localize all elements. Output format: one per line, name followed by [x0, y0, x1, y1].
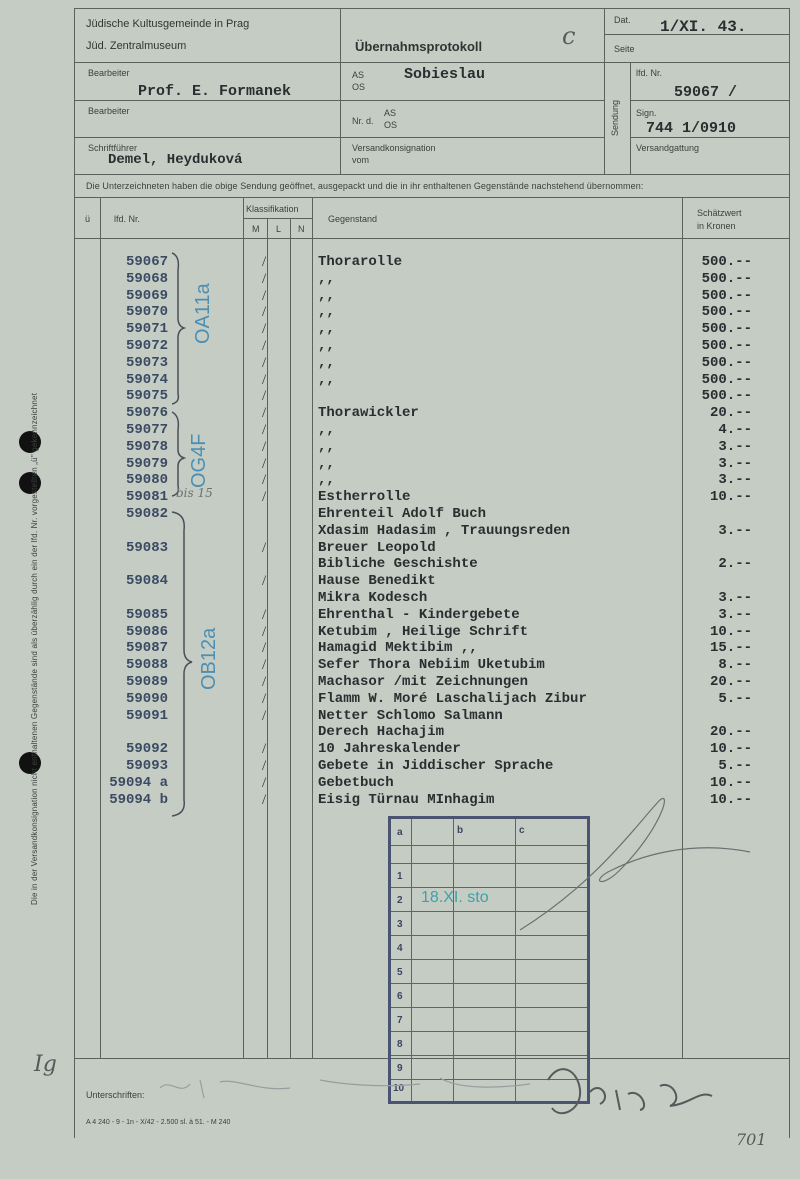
item-number: 59093 [125, 758, 168, 774]
grid-row-number: 3 [397, 919, 403, 930]
item-number: 59094 b [109, 791, 168, 808]
item-number: 59069 [125, 287, 168, 304]
item-number: 59094 a [109, 774, 168, 791]
estimated-value: 3.-- [718, 438, 752, 455]
classification-mark: / [262, 657, 267, 674]
item-number: 59075 [125, 388, 168, 405]
sendung-label: Sendung [610, 99, 620, 136]
item-number: 59089 [125, 674, 168, 690]
group-stamp-1: OA11a [192, 283, 214, 344]
item-description: Breuer Leopold [318, 539, 436, 556]
estimated-value: 500.-- [701, 371, 752, 388]
item-number: 59067 [125, 254, 168, 270]
item-number: 59068 [125, 270, 168, 287]
estimated-value: 4.-- [718, 422, 752, 438]
item-number: 59087 [125, 640, 168, 657]
col-header-u: ü [85, 214, 91, 224]
classification-mark: / [262, 270, 267, 287]
item-description: ,, [318, 438, 335, 455]
estimated-value: 8.-- [718, 657, 752, 674]
classification-mark: / [262, 388, 267, 405]
estimated-value: 10.-- [709, 774, 752, 791]
estimated-value: 3.-- [718, 522, 752, 539]
sign-value: 744 1/0910 [646, 120, 737, 137]
item-description: ,, [318, 270, 335, 287]
schriftfuehrer-label: Schriftführer [88, 143, 138, 153]
grid-row-number: 7 [397, 1015, 403, 1026]
item-description: ,, [318, 338, 335, 354]
classification-mark: / [262, 791, 267, 808]
page-number-mark: 701 [736, 1130, 767, 1149]
estimated-value: 500.-- [701, 338, 752, 354]
nrd-label: Nr. d. [352, 116, 374, 126]
print-code: A 4 240 - 9 - 1n - X/42 - 2.500 sl. à 51. - M 240 [86, 1119, 231, 1126]
item-description: ,, [318, 422, 335, 438]
col-header-wert1: Schätzwert [697, 208, 742, 218]
estimated-value: 5.-- [718, 758, 752, 774]
item-number: 59085 [125, 606, 168, 623]
item-description: Derech Hachajim [318, 724, 445, 741]
item-description: Estherrolle [318, 489, 411, 506]
bearbeiter-label: Bearbeiter [88, 68, 130, 78]
group-stamp-3: OB12a [198, 627, 220, 690]
classification-mark: / [262, 606, 267, 623]
item-description: Hamagid Mektibim ,, [318, 640, 478, 657]
as-value: Sobieslau [404, 66, 486, 83]
item-description: Gebetbuch [318, 774, 394, 791]
item-description: ,, [318, 371, 335, 388]
item-description: Ketubim , Heilige Schrift [318, 623, 529, 640]
item-number: 59082 [125, 506, 168, 522]
os2-label: OS [384, 120, 398, 130]
item-description: Thorarolle [318, 254, 403, 270]
estimated-value: 500.-- [701, 254, 752, 270]
estimated-value: 500.-- [701, 354, 752, 371]
item-number: 59078 [125, 438, 168, 455]
schriftfuehrer-value: Demel, Heyduková [108, 152, 243, 168]
classification-mark: / [262, 758, 267, 774]
item-number: 59072 [125, 338, 168, 354]
estimated-value: 10.-- [709, 791, 752, 808]
os-label: OS [352, 82, 366, 92]
lfd-label: lfd. Nr. [636, 68, 663, 78]
classification-mark: / [262, 438, 267, 455]
item-number: 59070 [125, 304, 168, 321]
item-number: 59080 [125, 472, 168, 489]
classification-mark: / [262, 472, 267, 489]
item-description: Hause Benedikt [318, 573, 436, 590]
item-number: 59081 [125, 489, 168, 506]
classification-mark: / [262, 690, 267, 707]
classification-mark: / [262, 287, 267, 304]
item-description: ,, [318, 321, 335, 338]
estimated-value: 500.-- [701, 270, 752, 287]
item-number: 59088 [125, 657, 168, 674]
as-label: AS [352, 70, 365, 80]
sign-label: Sign. [636, 108, 657, 118]
item-description: Gebete in Jiddischer Sprache [318, 758, 554, 774]
estimated-value: 2.-- [718, 556, 752, 573]
item-description: Ehrenteil Adolf Buch [318, 506, 487, 522]
col-header-klass: Klassifikation [246, 204, 299, 214]
signatures-label: Unterschriften: [86, 1090, 145, 1100]
classification-mark: / [262, 371, 267, 388]
item-description: Eisig Türnau MInhagim [318, 791, 495, 808]
item-description: Flamm W. Moré Laschalijach Zibur [318, 690, 587, 707]
item-description: Machasor /mit Zeichnungen [318, 674, 529, 690]
item-description: ,, [318, 304, 335, 321]
item-description: Xdasim Hadasim , Trauungsreden [318, 522, 571, 539]
estimated-value: 500.-- [701, 321, 752, 338]
estimated-value: 3.-- [718, 472, 752, 489]
item-number: 59083 [125, 539, 168, 556]
estimated-value: 3.-- [718, 455, 752, 472]
date-label: Dat. [614, 15, 631, 25]
lfd-value: 59067 / [674, 84, 738, 101]
item-number: 59071 [125, 321, 168, 338]
grid-row-number: 4 [397, 943, 403, 954]
classification-mark: / [262, 422, 267, 438]
classification-mark: / [262, 405, 267, 422]
estimated-value: 20.-- [709, 724, 752, 741]
col-header-m: M [252, 224, 260, 234]
item-description: Ehrenthal - Kindergebete [318, 606, 520, 623]
item-number: 59084 [125, 573, 168, 590]
classification-mark: / [262, 623, 267, 640]
col-header-n: N [298, 224, 305, 234]
estimated-value: 3.-- [718, 590, 752, 606]
col-header-gegenstand: Gegenstand [328, 214, 378, 224]
org-museum: Jüd. Zentralmuseum [86, 40, 187, 52]
grid-row-number: 6 [397, 991, 403, 1002]
grid-row-number: 5 [397, 967, 403, 978]
grid-header-c: c [519, 825, 525, 836]
item-description: Thorawickler [318, 405, 419, 422]
estimated-value: 20.-- [709, 405, 752, 422]
page-title: Übernahmsprotokoll [355, 39, 483, 54]
item-description: ,, [318, 287, 335, 304]
estimated-value: 500.-- [701, 304, 752, 321]
classification-mark: / [262, 674, 267, 690]
classification-mark: / [262, 304, 267, 321]
grid-row-number: 9 [397, 1063, 403, 1074]
item-number: 59086 [125, 623, 168, 640]
vom-label: vom [352, 155, 370, 165]
bearbeiter-value: Prof. E. Formanek [138, 83, 292, 100]
item-description: ,, [318, 472, 335, 489]
estimated-value: 10.-- [709, 741, 752, 758]
col-header-wert2: in Kronen [697, 221, 736, 231]
item-number: 59090 [125, 690, 168, 707]
col-header-l: L [276, 224, 282, 234]
grid-row-number: 2 [397, 895, 403, 906]
classification-mark: / [262, 539, 267, 556]
item-number: 59091 [125, 707, 168, 724]
item-number: 59074 [125, 371, 168, 388]
versandgattung-label: Versandgattung [636, 143, 700, 153]
classification-mark: / [262, 640, 267, 657]
item-description: ,, [318, 455, 335, 472]
grid-header-b: b [457, 825, 464, 836]
classification-mark: / [262, 354, 267, 371]
bearbeiter2-label: Bearbeiter [88, 106, 130, 116]
classification-mark: / [262, 321, 267, 338]
estimated-value: 10.-- [709, 489, 752, 506]
group-note: bis 15 [176, 486, 213, 500]
estimated-value: 3.-- [718, 606, 752, 623]
grid-row-number: 10 [393, 1083, 405, 1094]
classification-mark: / [262, 774, 267, 791]
group-stamp-2: OG4F [188, 433, 210, 488]
item-description: Bibliche Geschishte [318, 556, 478, 573]
estimated-value: 15.-- [709, 640, 752, 657]
estimated-value: 500.-- [701, 287, 752, 304]
as2-label: AS [384, 108, 397, 118]
item-description: 10 Jahreskalender [318, 741, 461, 758]
estimated-value: 20.-- [709, 674, 752, 690]
classification-mark: / [262, 338, 267, 354]
versand-label: Versandkonsignation [352, 143, 436, 153]
date-stamp: 18.XI. sto [421, 889, 489, 906]
page-label: Seite [614, 44, 635, 54]
estimated-value: 5.-- [718, 690, 752, 707]
left-handwritten-mark: Ig [34, 1052, 57, 1077]
side-note: Die in der Versandkonsignation nicht enthaltenen Gegenstände sind als überzählig durch ein der lfd. Nr. vorgestellten „ü" gekennzeichnet [30, 392, 39, 905]
title-mark: c [562, 22, 576, 50]
item-number: 59079 [125, 455, 168, 472]
estimated-value: 10.-- [709, 623, 752, 640]
intro-text: Die Unterzeichneten haben die obige Sendung geöffnet, ausgepackt und die in ihr enthaltenen Gegenstände nachstehend übernommen: [86, 181, 644, 191]
classification-mark: / [262, 254, 267, 270]
item-description: ,, [318, 354, 335, 371]
grid-row-number: 8 [397, 1039, 403, 1050]
grid-header-a: a [397, 827, 403, 838]
item-number: 59073 [125, 354, 168, 371]
item-description: Mikra Kodesch [318, 590, 428, 606]
item-number: 59092 [125, 741, 168, 758]
item-description: Sefer Thora Nebiim Uketubim [318, 657, 545, 674]
classification-mark: / [262, 489, 267, 506]
classification-mark: / [262, 573, 267, 590]
grid-row-number: 1 [397, 871, 403, 882]
org-name: Jüdische Kultusgemeinde in Prag [86, 18, 250, 30]
item-number: 59077 [125, 422, 168, 438]
classification-mark: / [262, 707, 267, 724]
date-value: 1/XI. 43. [660, 18, 747, 36]
classification-mark: / [262, 741, 267, 758]
item-number: 59076 [125, 405, 168, 422]
estimated-value: 500.-- [701, 388, 752, 405]
classification-mark: / [262, 455, 267, 472]
item-description: Netter Schlomo Salmann [318, 707, 503, 724]
col-header-lfd: lfd. Nr. [114, 214, 141, 224]
